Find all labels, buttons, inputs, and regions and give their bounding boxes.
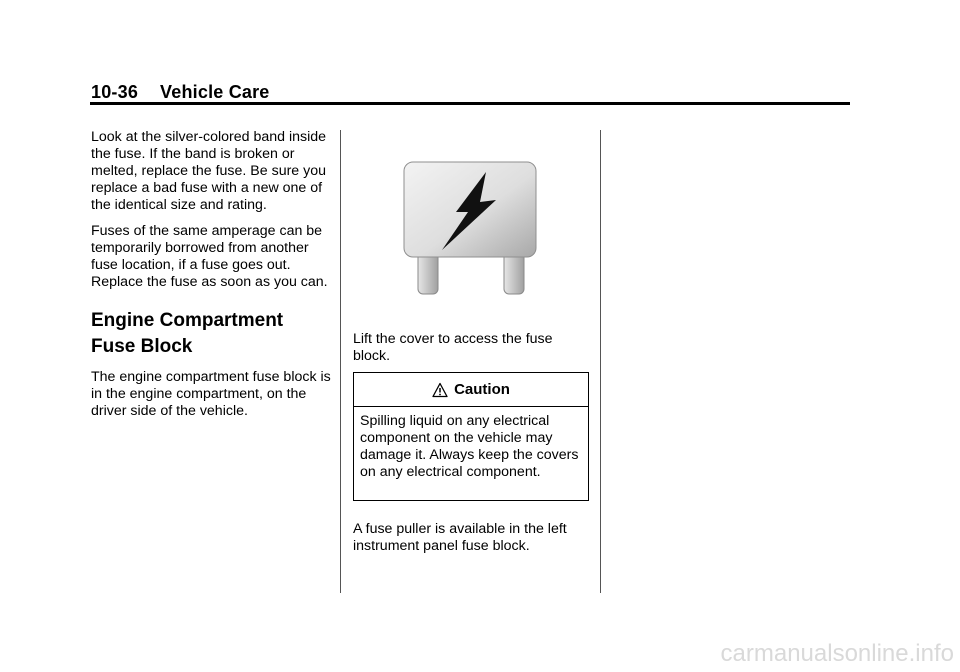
heading-line-2: Fuse Block xyxy=(91,336,193,357)
column-divider xyxy=(600,130,601,593)
caution-title: Caution xyxy=(454,381,510,398)
page-header xyxy=(91,82,270,103)
caution-header xyxy=(354,373,588,407)
page-number: 10-36 xyxy=(91,82,139,102)
warning-triangle-icon xyxy=(432,382,448,398)
header-rule xyxy=(90,102,850,105)
section-heading xyxy=(91,308,331,360)
column-divider xyxy=(340,130,341,593)
caption-block xyxy=(353,331,593,365)
paragraph-silver-band: Look at the silver-colored band inside the fuse. If the band is broken or melted, replace the fuse. Be sure you replace a bad fuse with a new one of the identical size and rating. xyxy=(91,129,327,213)
left-column xyxy=(91,129,331,420)
fuse-lightning-icon xyxy=(400,160,540,298)
fuse-puller-block xyxy=(353,521,593,555)
section-title: Vehicle Care xyxy=(160,82,270,102)
paragraph-borrow-fuse: Fuses of the same amperage can be temporarily borrowed from another fuse location, if a fuse goes out. Replace the fuse as soon as you can. xyxy=(91,223,328,290)
paragraph-fuse-puller: A fuse puller is available in the left instrument panel fuse block. xyxy=(353,521,567,554)
paragraph-fuse-block-location: The engine compartment fuse block is in the engine compartment, on the driver side of the vehicle. xyxy=(91,369,331,419)
watermark: carmanualsonline.info xyxy=(720,640,954,667)
figure-caption: Lift the cover to access the fuse block. xyxy=(353,331,553,364)
caution-text: Spilling liquid on any electrical component on the vehicle may damage it. Always keep the covers on any electrical component. xyxy=(360,413,579,480)
caution-box xyxy=(353,372,589,501)
heading-line-1: Engine Compartment xyxy=(91,310,284,331)
